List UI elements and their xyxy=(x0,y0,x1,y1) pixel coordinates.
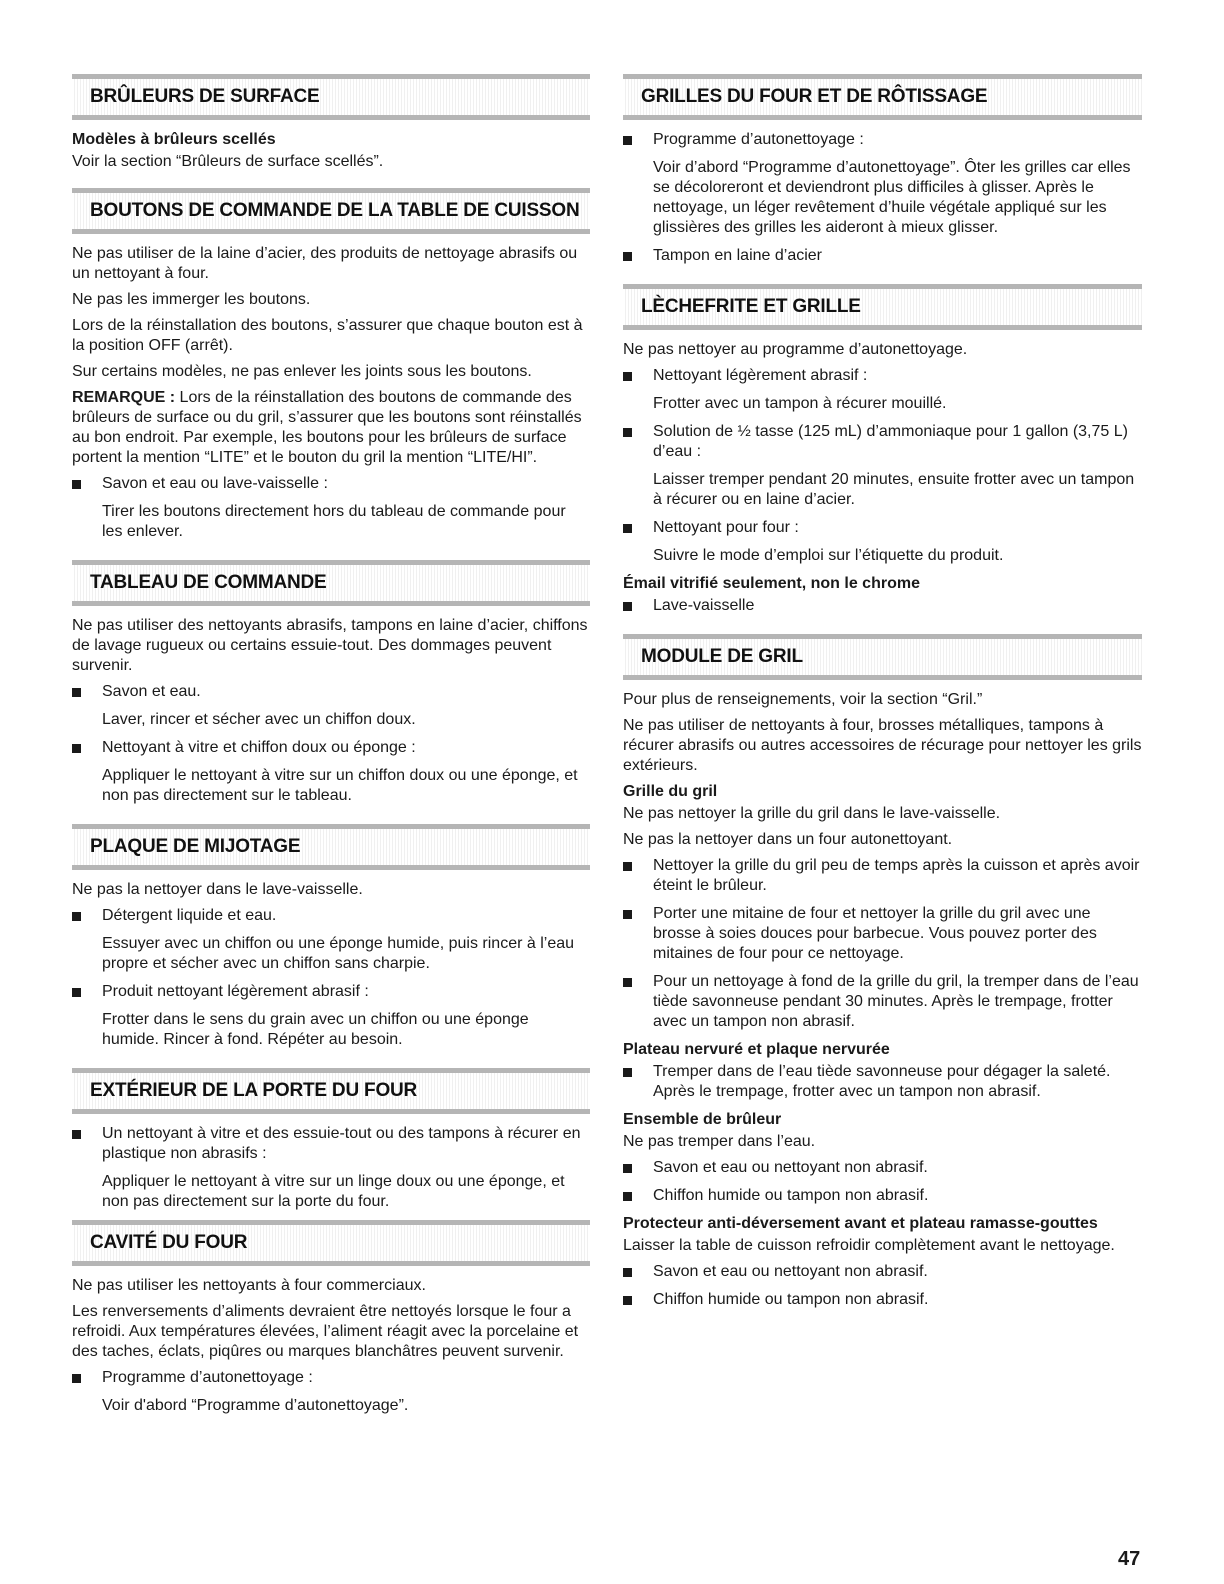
list-item: Nettoyer la grille du gril peu de temps après la cuisson et après avoir éteint le brûleur. xyxy=(623,856,1142,896)
item-detail: Voir d'abord “Programme d’autonettoyage”. xyxy=(102,1397,409,1414)
bullet-square-icon xyxy=(623,1068,632,1077)
bullet-square-icon xyxy=(623,862,632,871)
bullet-square-icon xyxy=(72,988,81,997)
list-item: Chiffon humide ou tampon non abrasif. xyxy=(623,1290,1142,1310)
note-label: REMARQUE : xyxy=(72,389,176,406)
paragraph: Ne pas tremper dans l’eau. xyxy=(623,1133,816,1150)
paragraph: Ne pas les immerger les boutons. xyxy=(72,291,311,308)
list-item: Nettoyant légèrement abrasif : xyxy=(623,366,1142,386)
note-paragraph xyxy=(72,388,590,468)
section-plaque-de-mijotage xyxy=(72,824,590,1050)
bullet-square-icon xyxy=(72,480,81,489)
bullet-square-icon xyxy=(72,1130,81,1139)
item-detail: Suivre le mode d’emploi sur l’étiquette du produit. xyxy=(653,547,1004,564)
paragraph: Les renversements d’aliments devraient être nettoyés lorsque le four a refroidi. Aux températures élevées, l’aliment réagit avec la porcelaine et des taches, éclats, piqûres ou marques blanchâtres peuvent survenir. xyxy=(72,1303,579,1360)
bullet-square-icon xyxy=(623,1164,632,1173)
bullet-square-icon xyxy=(623,524,632,533)
bullet-square-icon xyxy=(623,978,632,987)
left-column xyxy=(72,72,590,1424)
right-column xyxy=(623,72,1142,1318)
list-item: Lave-vaisselle xyxy=(623,596,1142,616)
paragraph: Voir la section “Brûleurs de surface scellés”. xyxy=(72,153,384,170)
section-title: MODULE DE GRIL xyxy=(641,646,803,667)
item-detail: Tirer les boutons directement hors du tableau de commande pour les enlever. xyxy=(102,503,566,540)
paragraph: Ne pas la nettoyer dans le lave-vaisselle. xyxy=(72,881,363,898)
item-detail: Laisser tremper pendant 20 minutes, ensuite frotter avec un tampon à récurer ou en laine d’acier. xyxy=(653,471,1135,508)
item-detail: Voir d’abord “Programme d’autonettoyage”. Ôter les grilles car elles se décoloreront et deviendront plus difficiles à glisser. Après le nettoyage, un léger revêtement d’huile végétale appliqué sur les glissières des grilles les aideront à mieux glisser. xyxy=(653,159,1131,236)
section-lechefrite-et-grille xyxy=(623,284,1142,616)
bullet-square-icon xyxy=(623,1296,632,1305)
section-header-band xyxy=(72,824,590,870)
section-grilles-du-four xyxy=(623,74,1142,266)
section-header-band xyxy=(72,1068,590,1114)
list-item: Chiffon humide ou tampon non abrasif. xyxy=(623,1186,1142,1206)
section-module-de-gril xyxy=(623,634,1142,1310)
section-bruleurs-de-surface xyxy=(72,74,590,172)
page-number: 47 xyxy=(1118,1548,1141,1570)
bullet-square-icon xyxy=(623,910,632,919)
section-title: LÈCHEFRITE ET GRILLE xyxy=(641,296,861,317)
section-header-band xyxy=(72,188,590,234)
list-item: Savon et eau ou nettoyant non abrasif. xyxy=(623,1158,1142,1178)
section-title: PLAQUE DE MIJOTAGE xyxy=(90,836,301,857)
item-detail: Appliquer le nettoyant à vitre sur un linge doux ou une éponge, et non pas directement sur la porte du four. xyxy=(102,1173,565,1210)
paragraph: Lors de la réinstallation des boutons, s’assurer que chaque bouton est à la position OFF (arrêt). xyxy=(72,317,583,354)
paragraph: Pour plus de renseignements, voir la section “Gril.” xyxy=(623,691,983,708)
subheading: Ensemble de brûleur xyxy=(623,1111,782,1128)
item-detail: Appliquer le nettoyant à vitre sur un chiffon doux ou une éponge, et non pas directement sur le tableau. xyxy=(102,767,578,804)
subheading: Plateau nervuré et plaque nervurée xyxy=(623,1041,890,1058)
paragraph: Ne pas la nettoyer dans un four autonettoyant. xyxy=(623,831,953,848)
note-text: Lors de la réinstallation des boutons de commande des brûleurs de surface ou du gril, s’assurer que les boutons sont réinstallés au bon endroit. Par exemple, les boutons pour les brûleurs de surface portent la mention “LITE” et le bouton du gril la mention “LITE/HI”. xyxy=(72,389,582,466)
list-item: Porter une mitaine de four et nettoyer la grille du gril avec une brosse à soies douces pour barbecue. Vous pouvez porter des mitaines de four pour ce nettoyage. xyxy=(623,904,1142,964)
list-item: Programme d’autonettoyage : xyxy=(623,130,1142,150)
paragraph: Ne pas utiliser des nettoyants abrasifs, tampons en laine d’acier, chiffons de lavage rugueux ou certains essuie-tout. Des dommages peuvent survenir. xyxy=(72,617,588,674)
item-detail: Frotter avec un tampon à récurer mouillé. xyxy=(653,395,947,412)
paragraph: Ne pas utiliser de la laine d’acier, des produits de nettoyage abrasifs ou un nettoyant à four. xyxy=(72,245,578,282)
paragraph: Sur certains modèles, ne pas enlever les joints sous les boutons. xyxy=(72,363,532,380)
section-title: GRILLES DU FOUR ET DE RÔTISSAGE xyxy=(641,86,988,107)
bullet-square-icon xyxy=(623,1192,632,1201)
bullet-square-icon xyxy=(623,1268,632,1277)
subheading: Grille du gril xyxy=(623,783,718,800)
list-item: Tremper dans de l’eau tiède savonneuse pour dégager la saleté. Après le trempage, frotter avec un tampon non abrasif. xyxy=(623,1062,1142,1102)
bullet-square-icon xyxy=(72,912,81,921)
section-cavite-du-four xyxy=(72,1220,590,1416)
item-detail: Essuyer avec un chiffon ou une éponge humide, puis rincer à l’eau propre et sécher avec un chiffon sans charpie. xyxy=(102,935,575,972)
paragraph: Ne pas nettoyer au programme d’autonettoyage. xyxy=(623,341,968,358)
list-item: Pour un nettoyage à fond de la grille du gril, la tremper dans de l’eau tiède savonneuse pendant 30 minutes. Après le trempage, frotter avec un tampon non abrasif. xyxy=(623,972,1142,1032)
list-item: Nettoyant à vitre et chiffon doux ou éponge : xyxy=(72,738,590,758)
item-detail: Laver, rincer et sécher avec un chiffon doux. xyxy=(102,711,416,728)
subheading: Émail vitrifié seulement, non le chrome xyxy=(623,575,920,592)
list-item: Produit nettoyant légèrement abrasif : xyxy=(72,982,590,1002)
section-title: BOUTONS DE COMMANDE DE LA TABLE DE CUISSON xyxy=(90,200,580,221)
list-item: Savon et eau ou lave-vaisselle : xyxy=(72,474,590,494)
bullet-square-icon xyxy=(623,602,632,611)
paragraph: Laisser la table de cuisson refroidir complètement avant le nettoyage. xyxy=(623,1237,1115,1254)
section-title: EXTÉRIEUR DE LA PORTE DU FOUR xyxy=(90,1080,418,1101)
section-exterieur-porte-four xyxy=(72,1068,590,1212)
paragraph: Ne pas utiliser de nettoyants à four, brosses métalliques, tampons à récurer abrasifs ou autres accessoires de récurage pour nettoyer les grils extérieurs. xyxy=(623,717,1142,774)
item-detail: Frotter dans le sens du grain avec un chiffon ou une éponge humide. Rincer à fond. Répéter au besoin. xyxy=(102,1011,529,1048)
bullet-square-icon xyxy=(72,688,81,697)
bullet-square-icon xyxy=(623,252,632,261)
list-item: Savon et eau. xyxy=(72,682,590,702)
paragraph: Ne pas utiliser les nettoyants à four commerciaux. xyxy=(72,1277,426,1294)
list-item: Solution de ½ tasse (125 mL) d’ammoniaque pour 1 gallon (3,75 L) d’eau : xyxy=(623,422,1142,462)
section-boutons-de-commande xyxy=(72,188,590,542)
section-title: BRÛLEURS DE SURFACE xyxy=(90,86,320,107)
section-title: CAVITÉ DU FOUR xyxy=(90,1232,248,1253)
section-title: TABLEAU DE COMMANDE xyxy=(90,572,327,593)
list-item: Programme d’autonettoyage : xyxy=(72,1368,590,1388)
bullet-square-icon xyxy=(72,1374,81,1383)
section-header-band xyxy=(623,634,1142,680)
bullet-square-icon xyxy=(623,428,632,437)
paragraph: Ne pas nettoyer la grille du gril dans le lave-vaisselle. xyxy=(623,805,1001,822)
section-header-band xyxy=(72,1220,590,1266)
list-item: Un nettoyant à vitre et des essuie-tout ou des tampons à récurer en plastique non abrasifs : xyxy=(72,1124,590,1164)
bullet-square-icon xyxy=(623,372,632,381)
subheading: Modèles à brûleurs scellés xyxy=(72,131,276,148)
subheading: Protecteur anti-déversement avant et plateau ramasse-gouttes xyxy=(623,1215,1098,1232)
section-header-band xyxy=(72,560,590,606)
section-header-band xyxy=(623,284,1142,330)
section-header-band xyxy=(623,74,1142,120)
list-item: Savon et eau ou nettoyant non abrasif. xyxy=(623,1262,1142,1282)
list-item: Nettoyant pour four : xyxy=(623,518,1142,538)
bullet-square-icon xyxy=(72,744,81,753)
section-header-band xyxy=(72,74,590,120)
list-item: Tampon en laine d’acier xyxy=(623,246,1142,266)
bullet-square-icon xyxy=(623,136,632,145)
section-tableau-de-commande xyxy=(72,560,590,806)
list-item: Détergent liquide et eau. xyxy=(72,906,590,926)
